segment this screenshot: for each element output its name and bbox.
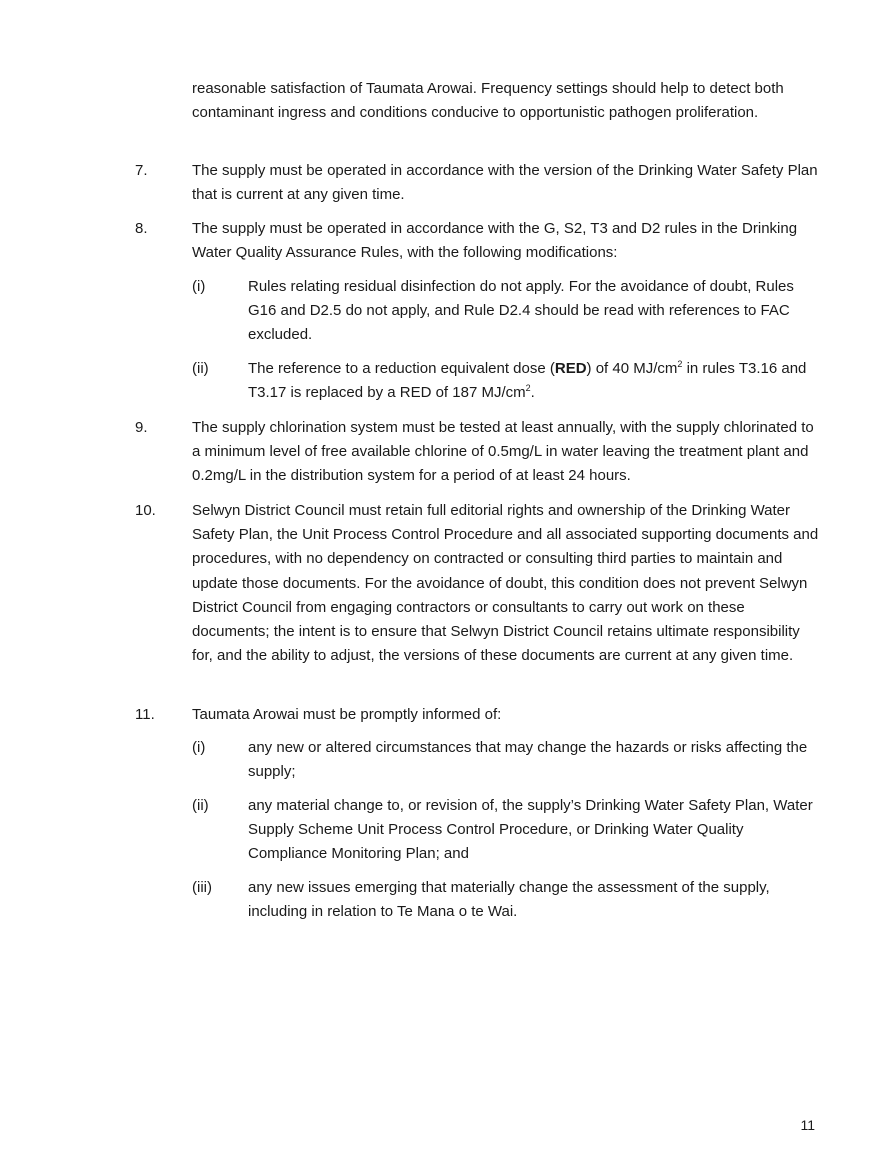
page-number: 11 bbox=[800, 1117, 815, 1133]
condition-number: 11. bbox=[135, 706, 155, 723]
sub-condition-number: (ii) bbox=[192, 360, 209, 377]
sub-condition-number: (ii) bbox=[192, 797, 209, 814]
continuation-paragraph: reasonable satisfaction of Taumata Arowai. Frequency settings should help to detect both contaminant ingress and conditions conducive to opportunistic pathogen proliferation. bbox=[192, 80, 784, 122]
sub-condition-text: Rules relating residual disinfection do not apply. For the avoidance of doubt, Rules G16 and D2.5 do not apply, and Rule D2.4 should be read with references to FAC excluded. bbox=[248, 278, 794, 344]
red-abbreviation: RED bbox=[554, 360, 587, 377]
sub-condition-text: any new issues emerging that materially change the assessment of the supply, including in relation to Te Mana o te Wai. bbox=[248, 879, 770, 921]
condition-text: The supply chlorination system must be tested at least annually, with the supply chlorinated to a minimum level of free available chlorine of 0.5mg/L in water leaving the treatment plant and 0.2mg/L in the distribution system for a period of at least 24 hours. bbox=[192, 419, 814, 485]
condition-number: 7. bbox=[135, 162, 148, 179]
condition-number: 9. bbox=[135, 419, 148, 436]
sub-condition-number: (i) bbox=[192, 278, 206, 295]
sub-condition-number: (i) bbox=[192, 739, 206, 756]
condition-text: Taumata Arowai must be promptly informed of: bbox=[192, 706, 502, 723]
sub-condition-text: any material change to, or revision of, the supply’s Drinking Water Safety Plan, Water Supply Scheme Unit Process Control Procedure, or Drinking Water Quality Compliance Monitoring Plan; and bbox=[248, 797, 813, 863]
condition-number: 8. bbox=[135, 220, 148, 237]
sub-condition-text: any new or altered circumstances that may change the hazards or risks affecting the supply; bbox=[248, 739, 808, 781]
sub-condition-number: (iii) bbox=[192, 879, 212, 896]
condition-text: The supply must be operated in accordance with the version of the Drinking Water Safety Plan that is current at any given time. bbox=[192, 162, 818, 204]
condition-number: 10. bbox=[135, 502, 156, 519]
condition-text: Selwyn District Council must retain full editorial rights and ownership of the Drinking Water Safety Plan, the Unit Process Control Procedure and all associated supporting documents and procedures, with no dependency on contracted or consulting third parties to maintain and update those documents. For the avoidance of doubt, this condition does not prevent Selwyn District Council from engaging contractors or consultants to carry out work on these documents; the intent is to ensure that Selwyn District Council retains ultimate responsibility for, and the ability to adjust, the versions of these documents are current at any given time. bbox=[192, 502, 819, 665]
sub-condition-text: The reference to a reduction equivalent dose (RED) of 40 $MJ/cm^2$ in rules T3.16 and T3.17 is replaced by a RED of 187 $MJ/cm^2$. bbox=[248, 359, 807, 402]
condition-text: The supply must be operated in accordance with the G, S2, T3 and D2 rules in the Drinking Water Quality Assurance Rules, with the following modifications: bbox=[192, 220, 798, 262]
